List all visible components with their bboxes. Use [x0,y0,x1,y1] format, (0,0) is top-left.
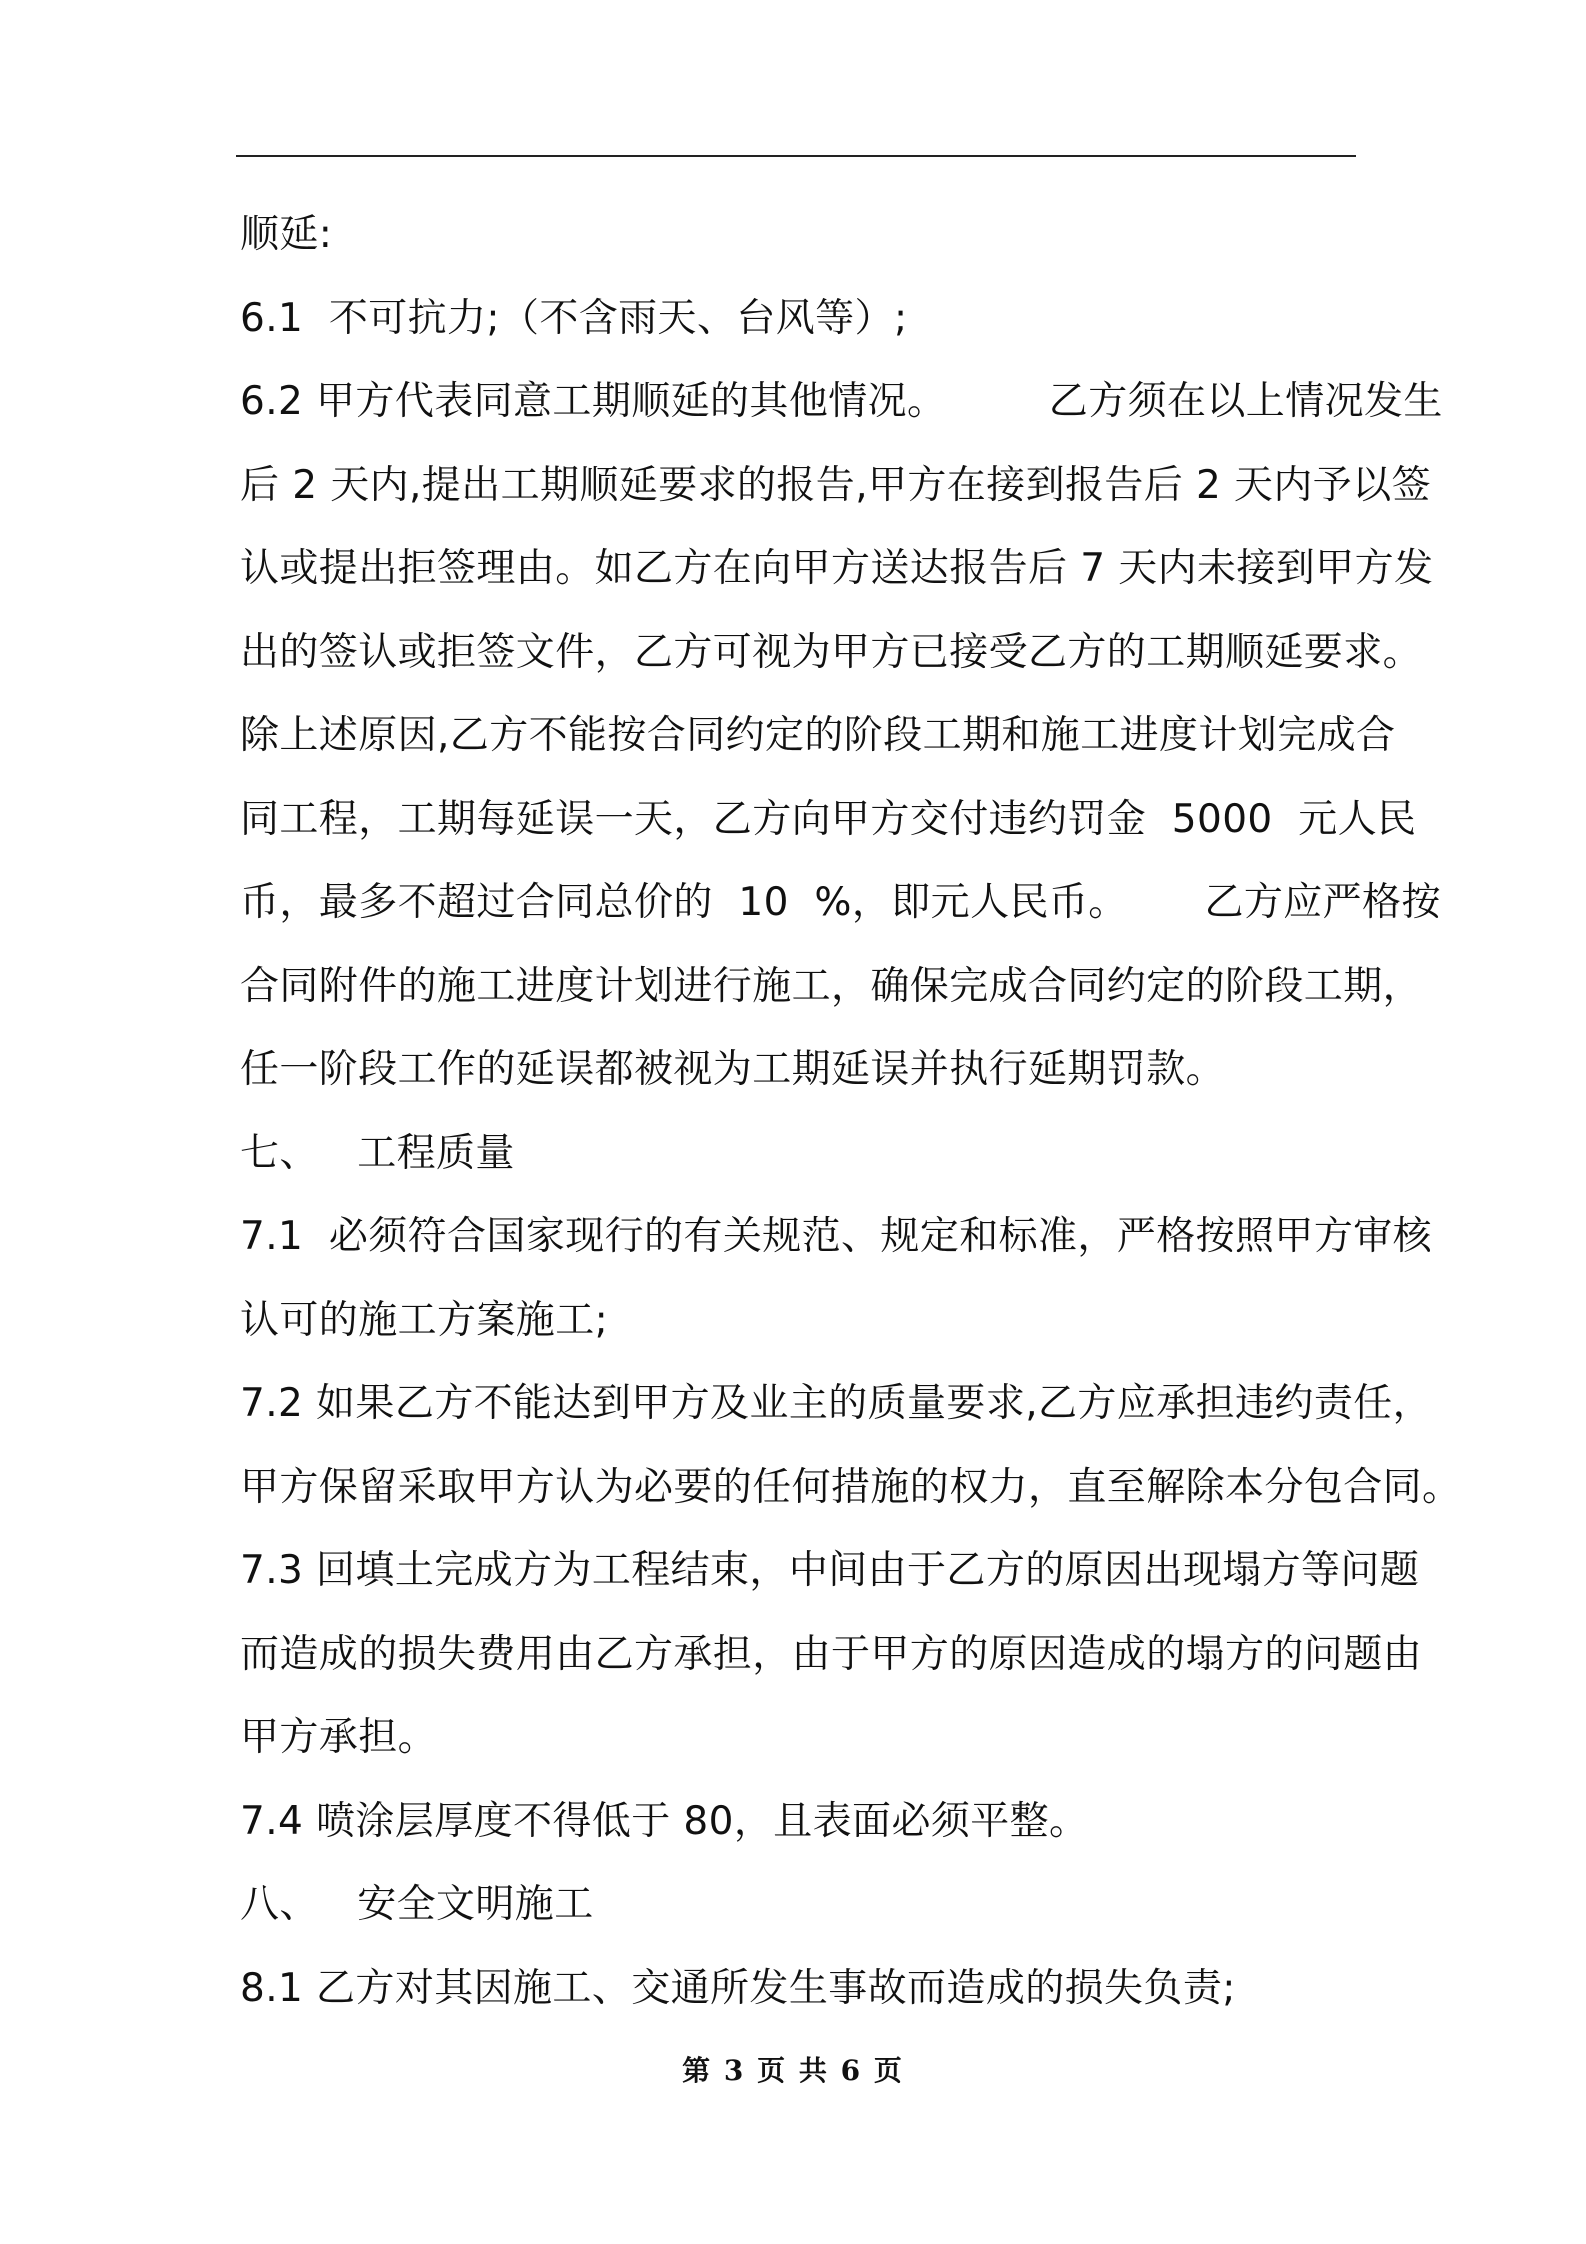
clause-7-3: 7.3 回填土完成方为工程结束，中间由于乙方的原因出现塌方等问题 [240,1548,1420,1593]
text-line: 同工程，工期每延误一天，乙方向甲方交付违约罚金 5000 元人民 [240,796,1417,842]
clause-8-1: 8.1 乙方对其因施工、交通所发生事故而造成的损失负责; [240,1965,1236,2011]
text-line: 合同附件的施工进度计划进行施工，确保完成合同约定的阶段工期， [240,963,1423,1009]
text-line: 任一阶段工作的延误都被视为工期延误并执行延期罚款。 [240,1047,1226,1092]
clause-7-4: 7.4 喷涂层厚度不得低于 80，且表面必须平整。 [240,1798,1089,1844]
page-number-footer: 第 3 页 共 6 页 [682,2054,904,2087]
text-line: 甲方保留采取甲方认为必要的任何措施的权力，直至解除本分包合同。 [240,1464,1462,1510]
text-line: 除上述原因,乙方不能按合同约定的阶段工期和施工进度计划完成合 [240,713,1396,758]
clause-6-1: 6.1 不可抗力;（不含雨天、台风等）; [240,295,908,341]
section-heading-8: 八、 安全文明施工 [240,1882,594,1927]
text-line: 出的签认或拒签文件，乙方可视为甲方已接受乙方的工期顺延要求。 [240,629,1423,675]
document-body [240,193,1462,2030]
text-line: 甲方承担。 [240,1715,438,1760]
clause-6-2: 6.2 甲方代表同意工期顺延的其他情况。 乙方须在以上情况发生 [240,379,1443,424]
header-rule [236,155,1356,157]
clause-7-1: 7.1 必须符合国家现行的有关规范、规定和标准，严格按照甲方审核 [240,1214,1433,1259]
text-line: 认可的施工方案施工; [240,1297,609,1343]
text-line: 后 2 天内,提出工期顺延要求的报告,甲方在接到报告后 2 天内予以签 [240,462,1432,508]
text-line: 认或提出拒签理由。如乙方在向甲方送达报告后 7 天内未接到甲方发 [240,546,1434,591]
text-line: 顺延: [240,212,333,257]
text-line: 而造成的损失费用由乙方承担，由于甲方的原因造成的塌方的问题由 [240,1631,1423,1677]
clause-7-2: 7.2 如果乙方不能达到甲方及业主的质量要求,乙方应承担违约责任， [240,1381,1433,1426]
section-heading-7: 七、 工程质量 [240,1130,515,1176]
text-line: 币，最多不超过合同总价的 10 %，即元人民币。 乙方应严格按 [240,880,1441,925]
